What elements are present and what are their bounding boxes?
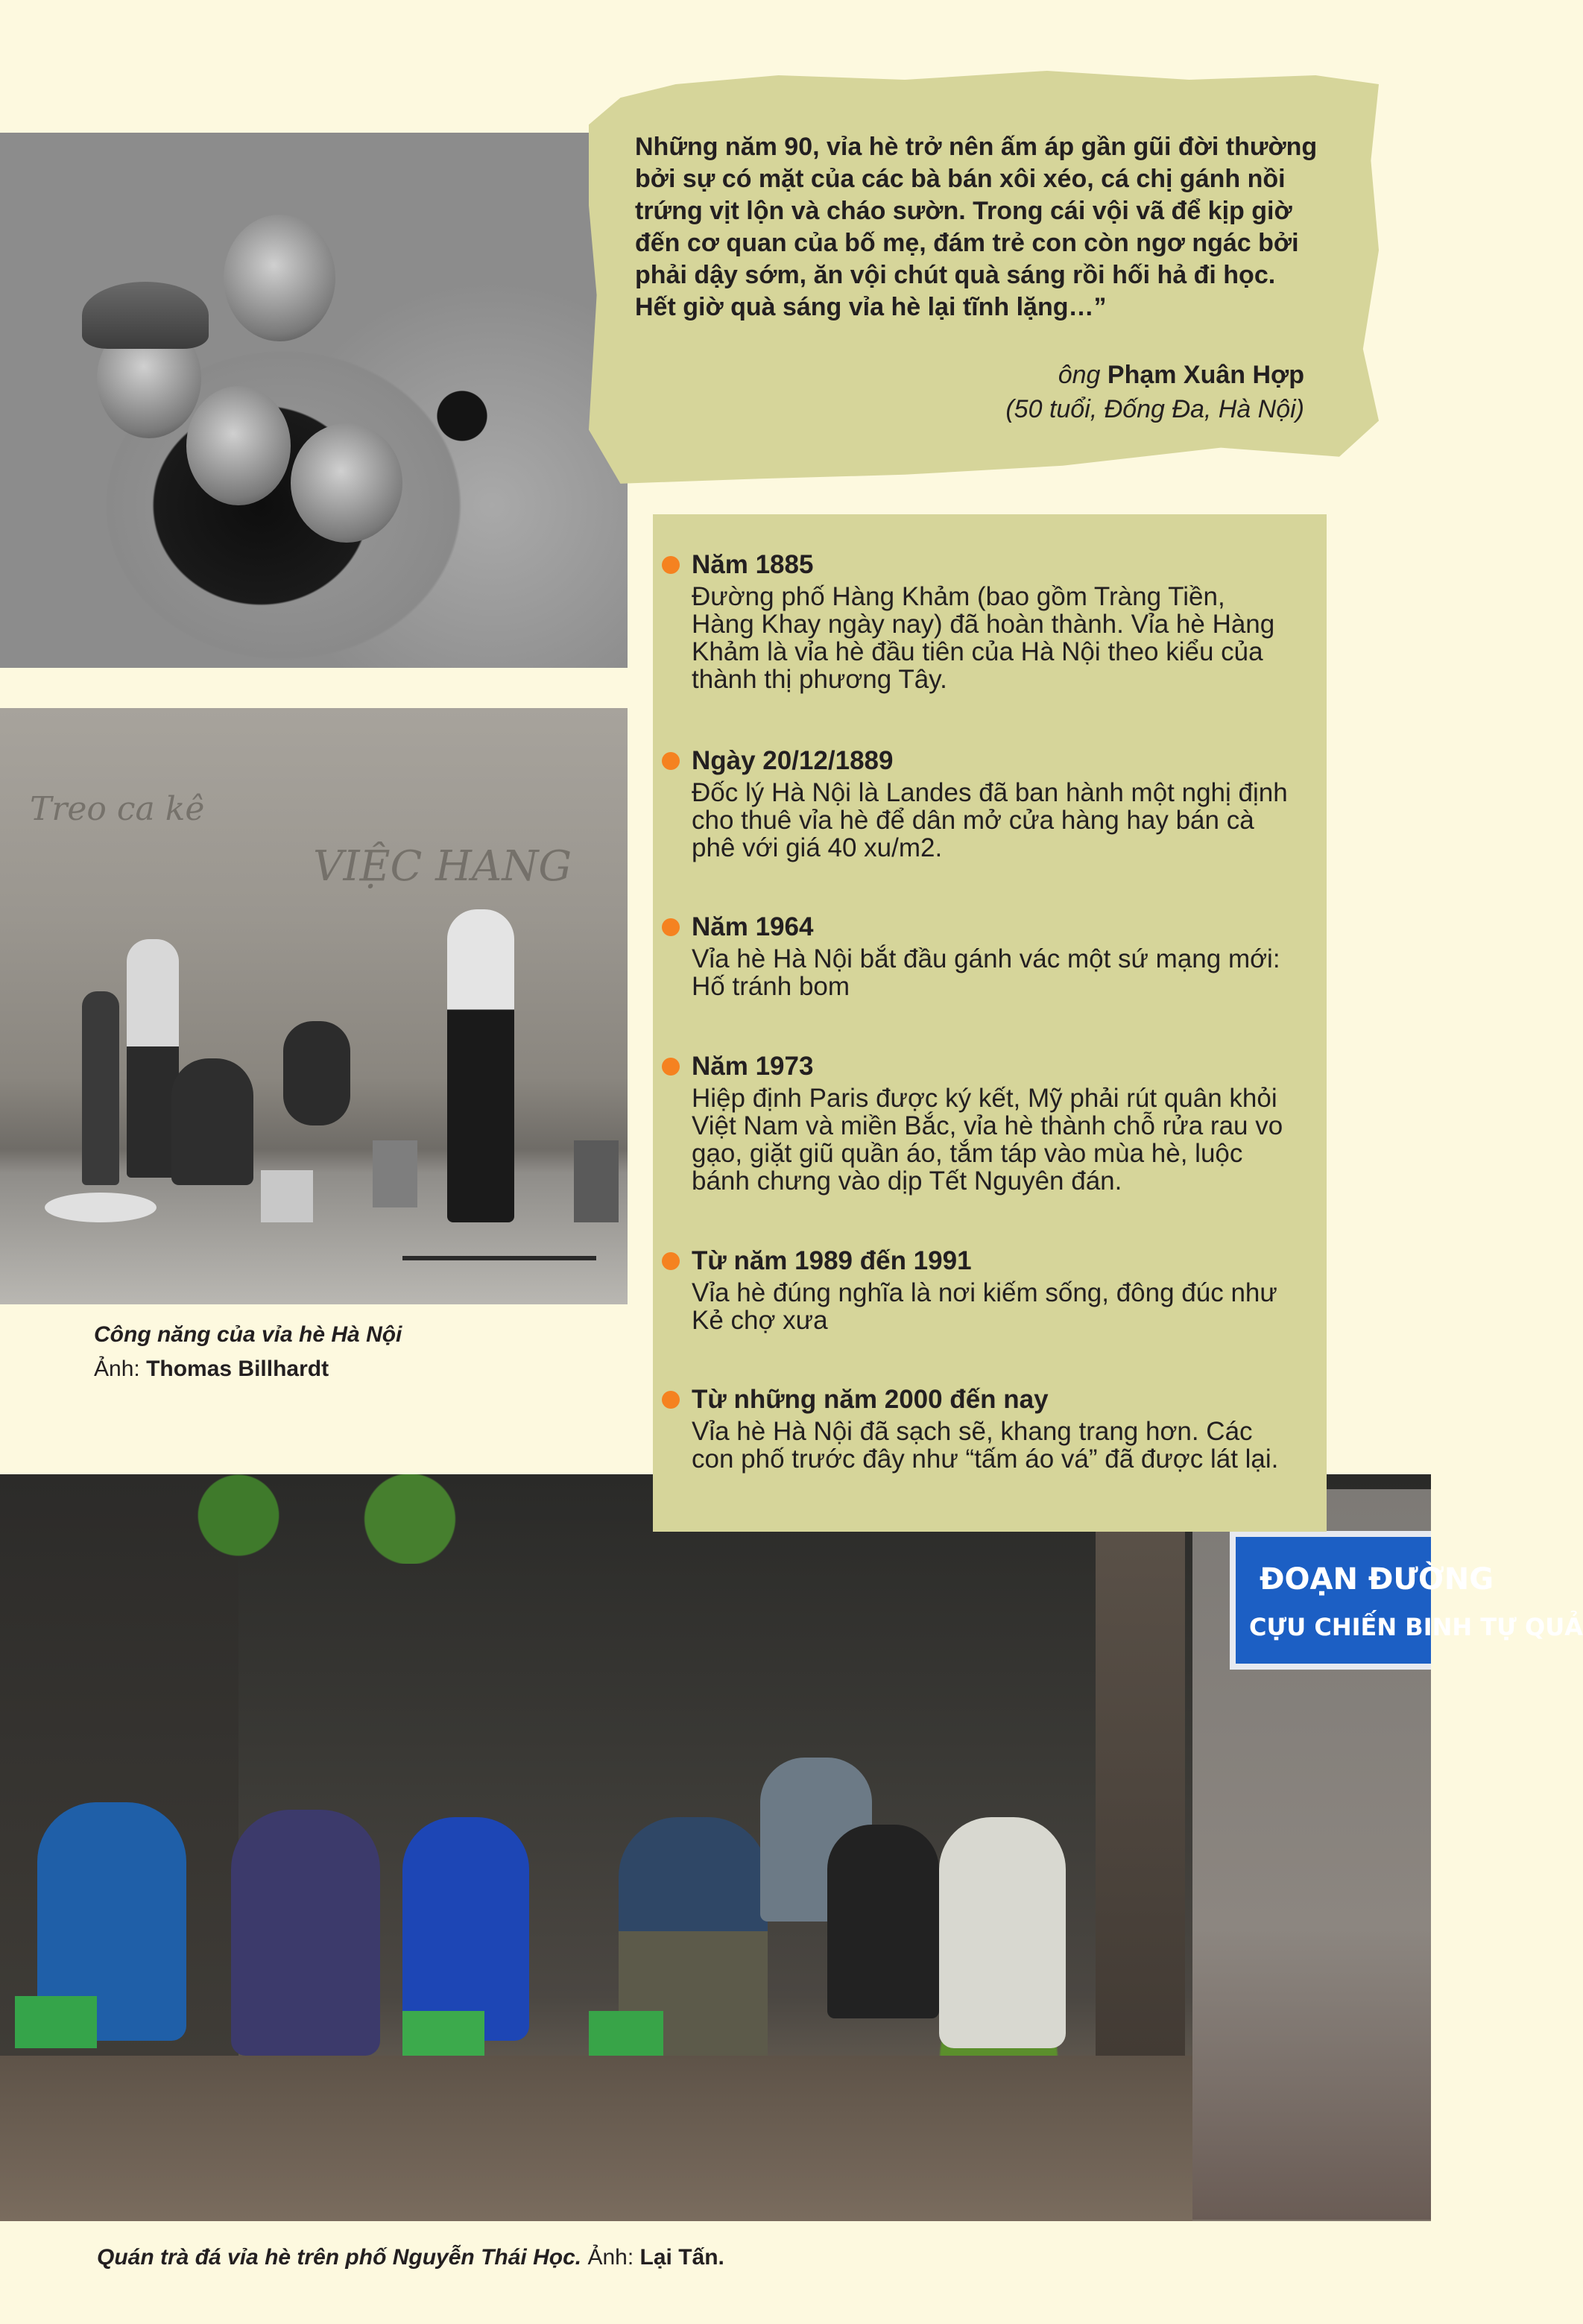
caption-wall-photo (94, 1318, 645, 1386)
wall-scrawl-1: Treo ca kê (30, 790, 205, 828)
timeline-body: Hiệp định Paris được ký kết, Mỹ phải rút quân khỏi Việt Nam và miền Bắc, vỉa hè thành chỗ rửa rau vo gạo, giặt giũ quần áo, tắm táp vào mùa hè, luộc bánh chưng vào dịp Tết Nguyên đán. (692, 1084, 1283, 1196)
caption-street-text: Quán trà đá vỉa hè trên phố Nguyễn Thái Học. (97, 2245, 582, 2270)
quote-text: Những năm 90, vỉa hè trở nên ấm áp gần gũi đời thường bởi sự có mặt của các bà bán xôi xéo, cá chị gánh nồi trứng vịt lộn và cháo sườn. Trong cái vội vã để kịp giờ đến cơ quan của bố mẹ, đám trẻ con còn ngơ ngác bởi phải dậy sớm, ăn vội chút quà sáng rồi hối hả đi học. Hết giờ quà sáng vỉa hè lại tĩnh lặng…” (635, 133, 1318, 321)
quote-author (894, 358, 1304, 426)
timeline-body: Đường phố Hàng Khảm (bao gồm Tràng Tiền, Hàng Khay ngày nay) đã hoàn thành. Vỉa hè Hàng Khảm là vỉa hè đầu tiên của Hà Nội theo kiểu của thành thị phương Tây. (692, 582, 1275, 694)
timeline-heading: Từ năm 1989 đến 1991 (692, 1246, 972, 1275)
bullet-icon (662, 1391, 680, 1409)
caption-street-photographer: Lại Tấn. (639, 2245, 724, 2270)
street-sign (1230, 1531, 1583, 1670)
quote-author-name: Phạm Xuân Hợp (1107, 361, 1304, 389)
caption-street-photo-label: Ảnh: (587, 2245, 634, 2270)
timeline-body: Vỉa hè Hà Nội bắt đầu gánh vác một sứ mạng mới: Hố tránh bom (692, 944, 1280, 1001)
timeline-body: Vỉa hè đúng nghĩa là nơi kiếm sống, đông đúc như Kẻ chợ xưa (692, 1278, 1277, 1335)
timeline-heading: Năm 1964 (692, 912, 814, 941)
bullet-icon (662, 752, 680, 770)
timeline-heading: Năm 1885 (692, 550, 814, 579)
quote-author-detail: (50 tuổi, Đống Đa, Hà Nội) (1005, 395, 1304, 423)
wall-scrawl-2: VIỆC HANG (313, 842, 572, 891)
caption-wall-photo-label: Ảnh: (94, 1357, 140, 1381)
timeline-heading: Ngày 20/12/1889 (692, 746, 894, 775)
photo-street-tea-stall (0, 1474, 1431, 2221)
photo-wall-scene (0, 708, 628, 1304)
photo-children-manhole (0, 133, 628, 668)
caption-wall-line1: Công năng của vỉa hè Hà Nội (94, 1322, 402, 1347)
timeline-body: Vỉa hè Hà Nội đã sạch sẽ, khang trang hơn. Các con phố trước đây như “tấm áo vá” đã được lát lại. (692, 1417, 1279, 1474)
timeline-heading: Từ những năm 2000 đến nay (692, 1385, 1049, 1414)
caption-street-photo (97, 2241, 1140, 2275)
bullet-icon (662, 1252, 680, 1270)
bullet-icon (662, 918, 680, 936)
bullet-icon (662, 556, 680, 574)
timeline-heading: Năm 1973 (692, 1052, 814, 1081)
quote-author-prefix: ông (1058, 361, 1101, 389)
street-sign-line2: CỰU CHIẾN BINH TỰ QUẢ (1249, 1613, 1583, 1641)
street-sign-line1: ĐOẠN ĐƯỜNG (1260, 1562, 1494, 1597)
timeline-body: Đốc lý Hà Nội là Landes đã ban hành một nghị định cho thuê vỉa hè để dân mở cửa hàng hay bán cà phê với giá 40 xu/m2. (692, 778, 1288, 862)
bullet-icon (662, 1058, 680, 1076)
caption-wall-photographer: Thomas Billhardt (146, 1357, 329, 1381)
